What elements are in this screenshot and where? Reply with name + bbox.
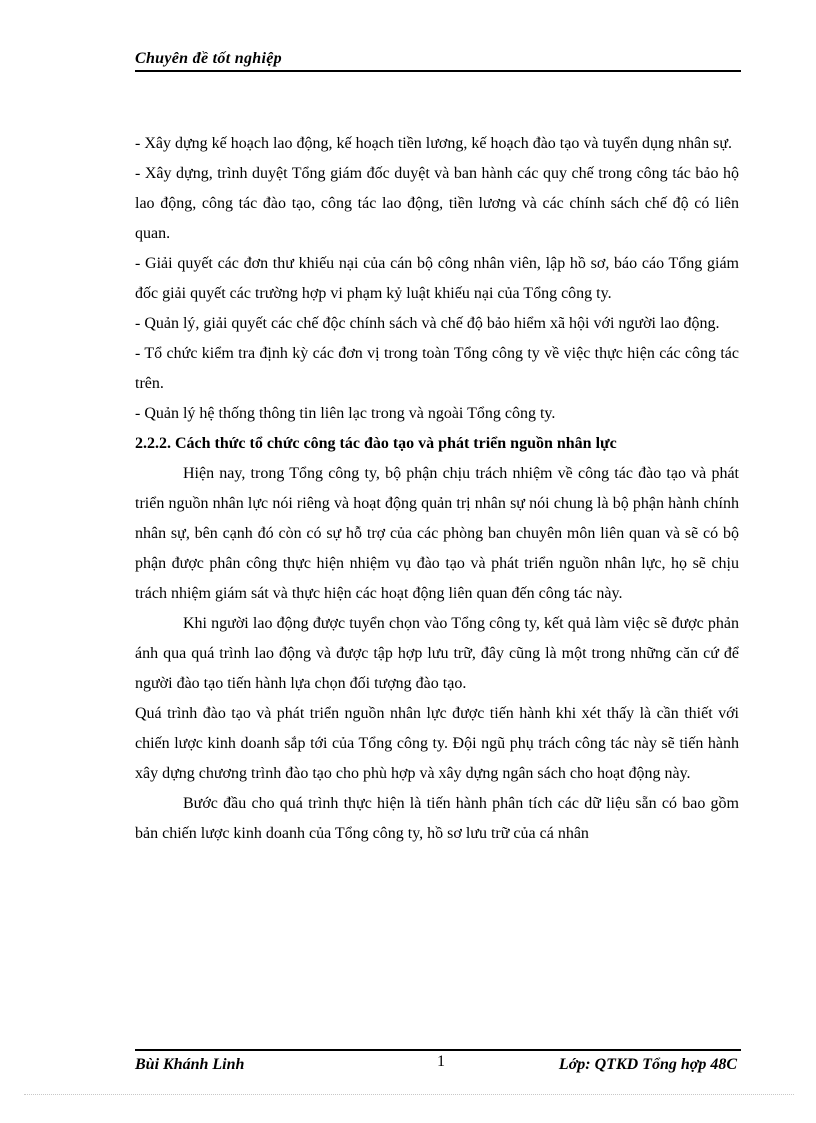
page-header xyxy=(135,48,741,72)
section-paragraph: Bước đầu cho quá trình thực hiện là tiến hành phân tích các dữ liệu sẵn có bao gồm bản chiến lược kinh doanh của Tổng công ty, hồ sơ lưu trữ của cá nhân xyxy=(135,795,739,842)
header-divider xyxy=(135,70,741,72)
body-paragraph: - Xây dựng, trình duyệt Tổng giám đốc duyệt và ban hành các quy chế trong công tác bảo hộ lao động, công tác đào tạo, công tác lao động, tiền lương và các chính sách chế độ có liên quan. xyxy=(135,165,739,242)
body-paragraph: - Quản lý, giải quyết các chế độc chính sách và chế độ bảo hiểm xã hội với người lao động. xyxy=(135,315,720,332)
body-paragraph: - Giải quyết các đơn thư khiếu nại của cán bộ công nhân viên, lập hồ sơ, báo cáo Tổng giám đốc giải quyết các trường hợp vi phạm kỷ luật khiếu nại của Tổng công ty. xyxy=(135,255,739,302)
body-paragraph: - Quản lý hệ thống thông tin liên lạc trong và ngoài Tổng công ty. xyxy=(135,405,556,422)
footer-class-label: Lớp: QTKD Tổng hợp 48C xyxy=(558,1056,737,1073)
section-paragraph: Khi người lao động được tuyển chọn vào Tổng công ty, kết quả làm việc sẽ được phản ánh qua quá trình lao động và được tập hợp lưu trữ, đây cũng là một trong những căn cứ để người đào tạo tiến hành lựa chọn đối tượng đào tạo. xyxy=(135,615,739,692)
section-paragraph: Quá trình đào tạo và phát triển nguồn nhân lực được tiến hành khi xét thấy là cần thiết với chiến lược kinh doanh sắp tới của Tổng công ty. Đội ngũ phụ trách công tác này sẽ tiến hành xây dựng chương trình đào tạo cho phù hợp và xây dựng ngân sách cho hoạt động này. xyxy=(135,705,739,782)
page-boundary xyxy=(24,1094,794,1095)
section-heading: 2.2.2. Cách thức tổ chức công tác đào tạo và phát triển nguồn nhân lực xyxy=(135,435,617,452)
document-body xyxy=(135,129,739,849)
body-paragraph: - Xây dựng kế hoạch lao động, kế hoạch tiền lương, kế hoạch đào tạo và tuyển dụng nhân sự. xyxy=(135,135,732,152)
page-number: 1 xyxy=(437,1053,445,1070)
body-paragraph: - Tổ chức kiểm tra định kỳ các đơn vị trong toàn Tổng công ty về việc thực hiện các công tác trên. xyxy=(135,345,739,392)
section-paragraph: Hiện nay, trong Tổng công ty, bộ phận chịu trách nhiệm về công tác đào tạo và phát triển nguồn nhân lực nói riêng và hoạt động quản trị nhân sự nói chung là bộ phận hành chính nhân sự, bên cạnh đó còn có sự hỗ trợ của các phòng ban chuyên môn liên quan và sẽ có bộ phận được phân công thực hiện nhiệm vụ đào tạo và phát triển nguồn nhân lực, họ sẽ chịu trách nhiệm giám sát và thực hiện các hoạt động liên quan đến công tác này. xyxy=(135,465,739,602)
footer-row xyxy=(135,1051,741,1077)
page-footer xyxy=(135,1049,741,1077)
document-title: Chuyên đề tốt nghiệp xyxy=(135,50,282,67)
footer-author: Bùi Khánh Linh xyxy=(135,1056,245,1073)
